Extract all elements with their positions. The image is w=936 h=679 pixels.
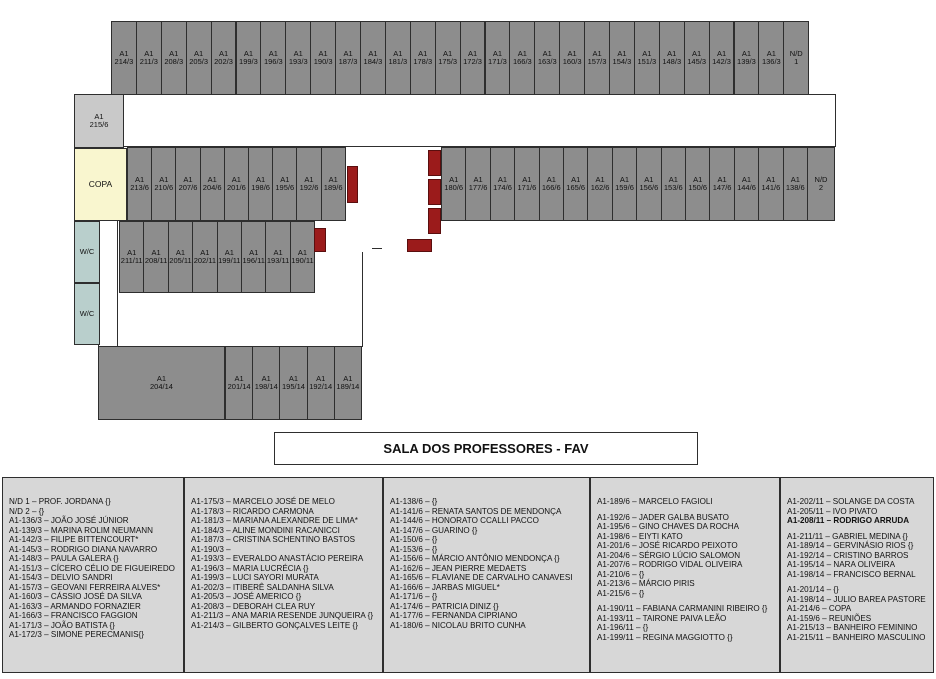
legend-entry: A1-195/6 – GINO CHAVES DA ROCHA (597, 522, 739, 531)
legend-entry: A1-147/6 – GUARINO {} (390, 525, 478, 535)
legend-column-1 (2, 477, 184, 673)
desk-row3-1[interactable]: A1 208/11 (143, 221, 168, 293)
desk-row1-6[interactable]: A1 196/3 (260, 21, 286, 95)
legend-entry: A1-175/3 – MARCELO JOSÉ DE MELO (191, 497, 335, 506)
door-marker (314, 228, 326, 252)
desk-row1-23[interactable]: A1 145/3 (684, 21, 710, 95)
desk-row2_right-8[interactable]: A1 156/6 (636, 147, 661, 221)
desk-row1-17[interactable]: A1 163/3 (534, 21, 560, 95)
legend-entry: A1-184/3 – ALINE MONDINI RACANICCI (191, 525, 340, 535)
desk-row3-2[interactable]: A1 205/11 (168, 221, 193, 293)
legend-entry: A1-214/6 – COPA (787, 604, 852, 613)
desk-row1-14[interactable]: A1 172/3 (460, 21, 486, 95)
desk-row1-3[interactable]: A1 205/3 (186, 21, 212, 95)
legend-entry: A1-215/13 – BANHEIRO FEMININO (787, 623, 918, 632)
legend-entry: A1-215/11 – BANHEIRO MASCULINO (787, 632, 926, 642)
desk-row2_left-6[interactable]: A1 195/6 (272, 147, 297, 221)
legend-entry: A1-202/3 – ITIBERÊ SALDANHA SILVA (191, 582, 334, 592)
desk-row2_right-1[interactable]: A1 177/6 (465, 147, 490, 221)
desk-row1-0[interactable]: A1 214/3 (111, 21, 137, 95)
desk-row1-18[interactable]: A1 160/3 (559, 21, 585, 95)
desk-row2_right-14[interactable]: A1 138/6 (783, 147, 808, 221)
legend-entry: A1-165/6 – FLAVIANE DE CARVALHO CANAVESI (390, 573, 573, 582)
wc-room-1[interactable]: W/C (74, 221, 100, 283)
legend-entry: A1-138/6 – {} (390, 497, 438, 506)
desk-row4-3[interactable]: A1 192/14 (307, 346, 335, 420)
desk-row1-5[interactable]: A1 199/3 (236, 21, 262, 95)
desk-row2_left-2[interactable]: A1 207/6 (175, 147, 200, 221)
legend-column-5 (780, 477, 934, 673)
legend-entry: A1-211/3 – ANA MARIA RESENDE JUNQUEIRA {} (191, 611, 374, 620)
desk-215-6[interactable]: A1 215/6 (74, 94, 124, 148)
desk-row1-11[interactable]: A1 181/3 (385, 21, 411, 95)
desk-row1-8[interactable]: A1 190/3 (310, 21, 336, 95)
legend-entry: A1-192/14 – CRISTINO BARROS (787, 550, 909, 560)
wall-line (362, 252, 363, 347)
desk-row2_right-13[interactable]: A1 141/6 (758, 147, 783, 221)
desk-row2_right-15[interactable]: N/D 2 (807, 147, 835, 221)
door-marker (428, 179, 441, 205)
desk-row4-4[interactable]: A1 189/14 (334, 346, 362, 420)
desk-row1-9[interactable]: A1 187/3 (335, 21, 361, 95)
desk-row4-0[interactable]: A1 201/14 (225, 346, 253, 420)
door-marker (428, 208, 441, 234)
legend-entry: N/D 2 – {} (9, 506, 45, 516)
desk-row2_left-8[interactable]: A1 189/6 (321, 147, 346, 221)
legend-entry: A1-192/6 – JADER GALBA BUSATO (597, 512, 729, 522)
legend-entry: A1-163/3 – ARMANDO FORNAZIER (9, 601, 141, 611)
legend-entry: A1-174/6 – PATRICIA DINIZ {} (390, 601, 499, 611)
legend-entry: A1-202/11 – SOLANGE DA COSTA (787, 497, 915, 506)
legend-entry: A1-144/6 – HONORATO CCALLI PACCO (390, 516, 539, 525)
legend-entry: A1-215/6 – {} (597, 588, 645, 598)
desk-row3-6[interactable]: A1 193/11 (265, 221, 290, 293)
legend-entry: A1-154/3 – DELVIO SANDRI (9, 573, 113, 582)
legend-entry: A1-159/6 – REUNIÕES (787, 613, 872, 623)
corridor-upper (98, 94, 836, 147)
legend-entry: A1-196/3 – MARIA LUCRÉCIA {} (191, 563, 309, 573)
wall-line (372, 248, 382, 249)
desk-row3-5[interactable]: A1 196/11 (241, 221, 266, 293)
desk-row2_right-2[interactable]: A1 174/6 (490, 147, 515, 221)
desk-row1-16[interactable]: A1 166/3 (509, 21, 535, 95)
desk-row2_right-0[interactable]: A1 180/6 (441, 147, 466, 221)
desk-row1-7[interactable]: A1 193/3 (285, 21, 311, 95)
legend-entry: A1-145/3 – RODRIGO DIANA NAVARRO (9, 544, 158, 554)
desk-204-14[interactable]: A1 204/14 (98, 346, 225, 420)
legend-entry: A1-148/3 – PAULA GALERA {} (9, 554, 119, 563)
legend-entry: A1-177/6 – FERNANDA CIPRIANO (390, 611, 518, 620)
desk-row2_left-0[interactable]: A1 213/6 (127, 147, 152, 221)
legend-entry: A1-189/6 – MARCELO FAGIOLI (597, 497, 713, 506)
legend-entry: A1-205/3 – JOSÉ AMERICO {} (191, 592, 302, 601)
legend-entry: A1-201/6 – JOSÉ RICARDO PEIXOTO (597, 541, 738, 550)
legend-entry: A1-136/3 – JOÃO JOSÉ JÚNIOR (9, 516, 129, 525)
door-marker (407, 239, 432, 252)
desk-row2_right-11[interactable]: A1 147/6 (709, 147, 734, 221)
legend-entry: A1-198/14 – JULIO BAREA PASTORE (787, 594, 926, 604)
legend-entry: A1-198/6 – EIYTI KATO (597, 531, 683, 541)
legend-entry: A1-171/6 – {} (390, 592, 438, 601)
desk-row2_right-5[interactable]: A1 165/6 (563, 147, 588, 221)
legend-entry: A1-199/3 – LUCI SAYORI MURATA (191, 573, 319, 582)
desk-row1-10[interactable]: A1 184/3 (360, 21, 386, 95)
legend-entry: A1-150/6 – {} (390, 535, 438, 544)
legend-entry: N/D 1 – PROF. JORDANA {} (9, 497, 111, 506)
desk-row1-20[interactable]: A1 154/3 (609, 21, 635, 95)
legend-entry: A1-205/11 – IVO PIVATO (787, 506, 878, 516)
desk-row4-2[interactable]: A1 195/14 (279, 346, 307, 420)
legend-entry: A1-199/11 – REGINA MAGGIOTTO {} (597, 632, 733, 642)
legend-entry: A1-210/6 – {} (597, 569, 645, 579)
legend-entry: A1-172/3 – SIMONE PERECMANIS{} (9, 630, 144, 639)
desk-row2_left-1[interactable]: A1 210/6 (151, 147, 176, 221)
desk-row1-13[interactable]: A1 175/3 (435, 21, 461, 95)
legend-entry: A1-157/3 – GEOVANI FERREIRA ALVES* (9, 582, 161, 592)
legend-entry: A1-198/14 – FRANCISCO BERNAL (787, 569, 916, 579)
legend-entry: A1-213/6 – MÁRCIO PIRIS (597, 579, 695, 588)
legend-entry: A1-214/3 – GILBERTO GONÇALVES LEITE {} (191, 620, 358, 630)
legend-entry: A1-166/3 – FRANCISCO FAGGION (9, 611, 138, 620)
legend-entry: A1-162/6 – JEAN PIERRE MEDAETS (390, 563, 527, 573)
page-title: SALA DOS PROFESSORES - FAV (274, 432, 698, 465)
desk-row2_right-6[interactable]: A1 162/6 (587, 147, 612, 221)
desk-row3-7[interactable]: A1 190/11 (290, 221, 315, 293)
legend-entry: A1-190/11 – FABIANA CARMANINI RIBEIRO {} (597, 604, 768, 613)
desk-row1-22[interactable]: A1 148/3 (659, 21, 685, 95)
door-marker (347, 166, 358, 203)
legend-entry: A1-187/3 – CRISTINA SCHENTINO BASTOS (191, 535, 356, 544)
desk-row1-21[interactable]: A1 151/3 (634, 21, 660, 95)
legend-entry: A1-195/14 – NARA OLIVEIRA (787, 560, 895, 569)
desk-row1-25[interactable]: A1 139/3 (734, 21, 760, 95)
desk-row1-2[interactable]: A1 208/3 (161, 21, 187, 95)
door-marker (428, 150, 441, 176)
legend-entry: A1-196/11 – {} (597, 623, 649, 632)
desk-row2_right-9[interactable]: A1 153/6 (661, 147, 686, 221)
legend-entry: A1-153/6 – {} (390, 544, 438, 554)
legend-entry: A1-208/3 – DEBORAH CLEA RUY (191, 601, 316, 611)
copa-room[interactable]: COPA (74, 148, 127, 221)
legend-entry: A1-180/6 – NICOLAU BRITO CUNHA (390, 620, 526, 630)
legend-column-2 (184, 477, 383, 673)
legend-entry: A1-139/3 – MARINA ROLIM NEUMANN (9, 525, 153, 535)
desk-row2_left-3[interactable]: A1 204/6 (200, 147, 225, 221)
legend-entry: A1-193/11 – TAIRONE PAIVA LEÃO (597, 613, 727, 623)
desk-row2_right-10[interactable]: A1 150/6 (685, 147, 710, 221)
legend-entry: A1-142/3 – FILIPE BITTENCOURT* (9, 535, 139, 544)
wc-room-2[interactable]: W/C (74, 283, 100, 345)
legend-entry: A1-178/3 – RICARDO CARMONA (191, 506, 314, 516)
legend-entry: A1-208/11 – RODRIGO ARRUDA (787, 516, 910, 525)
legend-entry: A1-189/14 – GERVINÁSIO RIOS {} (787, 541, 914, 550)
legend-column-3 (383, 477, 590, 673)
legend-entry: A1-201/14 – {} (787, 585, 839, 594)
legend-entry: A1-211/11 – GABRIEL MEDINA {} (787, 531, 908, 541)
desk-row1-4[interactable]: A1 202/3 (211, 21, 237, 95)
desk-row3-4[interactable]: A1 199/11 (217, 221, 242, 293)
desk-row2_right-3[interactable]: A1 171/6 (514, 147, 539, 221)
desk-row2_right-12[interactable]: A1 144/6 (734, 147, 759, 221)
legend-entry: A1-160/3 – CÁSSIO JOSÉ DA SILVA (9, 592, 142, 601)
desk-row1-19[interactable]: A1 157/3 (584, 21, 610, 95)
legend-entry: A1-171/3 – JOÃO BATISTA {} (9, 620, 115, 630)
legend-entry: A1-141/6 – RENATA SANTOS DE MENDONÇA (390, 506, 562, 516)
legend-entry: A1-204/6 – SÉRGIO LÚCIO SALOMON (597, 550, 741, 560)
legend-entry: A1-207/6 – RODRIGO VIDAL OLIVEIRA (597, 560, 743, 569)
desk-row2_right-4[interactable]: A1 166/6 (539, 147, 564, 221)
desk-row1-15[interactable]: A1 171/3 (485, 21, 511, 95)
legend-entry: A1-166/6 – JARBAS MIGUEL* (390, 582, 500, 592)
legend-entry: A1-193/3 – EVERALDO ANASTÁCIO PEREIRA (191, 554, 364, 563)
legend-entry: A1-151/3 – CÍCERO CÉLIO DE FIGUEIREDO (9, 563, 175, 573)
desk-row2_left-4[interactable]: A1 201/6 (224, 147, 249, 221)
legend-entry: A1-181/3 – MARIANA ALEXANDRE DE LIMA* (191, 516, 358, 525)
desk-row4-1[interactable]: A1 198/14 (252, 346, 280, 420)
legend-entry: A1-156/6 – MÁRCIO ANTÔNIO MENDONÇA {} (390, 554, 560, 563)
desk-row1-12[interactable]: A1 178/3 (410, 21, 436, 95)
legend-entry: A1-190/3 – (191, 544, 231, 554)
desk-row1-27[interactable]: N/D 1 (783, 21, 809, 95)
desk-row1-1[interactable]: A1 211/3 (136, 21, 162, 95)
desk-row1-24[interactable]: A1 142/3 (709, 21, 735, 95)
desk-row3-0[interactable]: A1 211/11 (119, 221, 144, 293)
legend-column-4 (590, 477, 780, 673)
desk-row2_left-5[interactable]: A1 198/6 (248, 147, 273, 221)
desk-row2_left-7[interactable]: A1 192/6 (296, 147, 321, 221)
desk-row1-26[interactable]: A1 136/3 (758, 21, 784, 95)
desk-row3-3[interactable]: A1 202/11 (192, 221, 217, 293)
desk-row2_right-7[interactable]: A1 159/6 (612, 147, 637, 221)
